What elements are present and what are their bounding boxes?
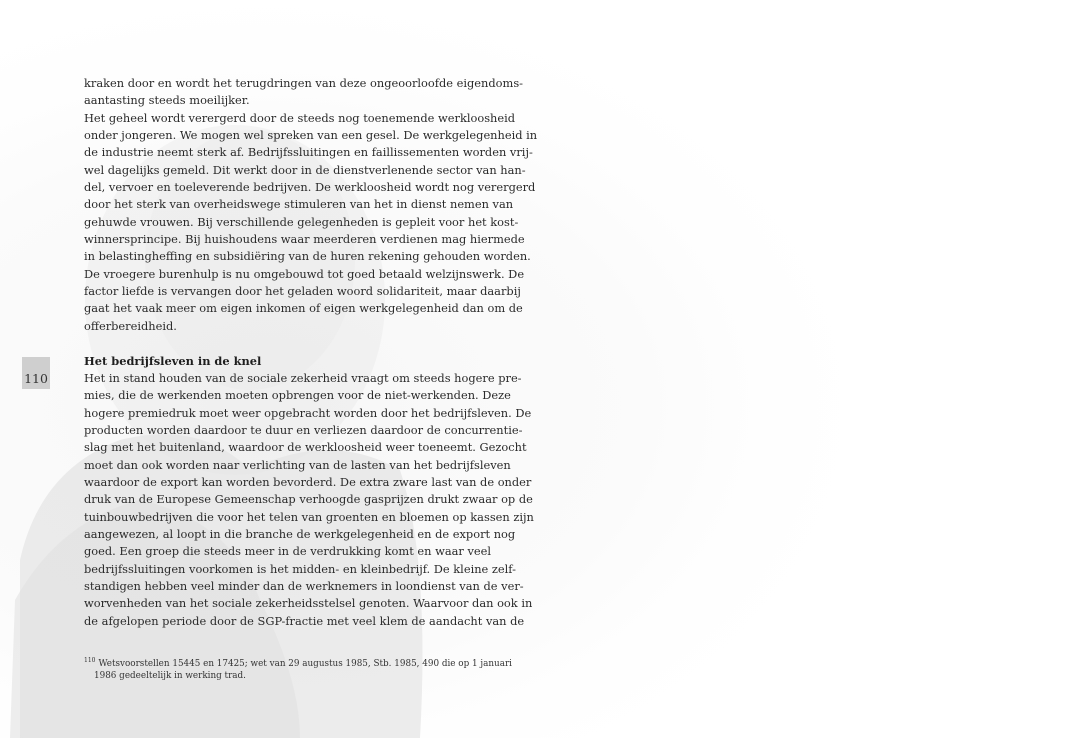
footnote-line-1 [84, 655, 512, 670]
paragraph-block-1 [84, 75, 538, 335]
section-gap [84, 335, 482, 352]
text-line: waardoor de export kan worden bevorderd. De extra zware last van de onder [84, 474, 532, 489]
text-line: aangewezen, al loopt in die branche de werkgelegenheid en de export nog [84, 526, 516, 541]
text-line: mies, die de werkenden moeten opbrengen voor de niet-werkenden. Deze [84, 388, 511, 403]
footnote [84, 655, 512, 682]
text-line: standigen hebben veel minder dan de werknemers in loondienst van de ver- [84, 578, 524, 593]
text-line: bedrijfssluitingen voorkomen is het midden- en kleinbedrijf. De kleine zelf- [84, 561, 516, 576]
text-line: del, vervoer en toeleverende bedrijven. De werkloosheid wordt nog verergerd [84, 180, 536, 195]
text-line: de industrie neemt sterk af. Bedrijfssluitingen en faillissementen worden vrij- [84, 145, 533, 160]
text-line: De vroegere burenhulp is nu omgebouwd tot goed betaald welzijnswerk. De [84, 266, 525, 281]
text-line: onder jongeren. We mogen wel spreken van een gesel. De werkgelegenheid in [84, 128, 538, 143]
text-line: slag met het buitenland, waardoor de werkloosheid weer toeneemt. Gezocht [84, 440, 527, 455]
text-line: in belastingheffing en subsidiëring van de huren rekening gehouden worden. [84, 249, 531, 264]
text-line: factor liefde is vervangen door het geladen woord solidariteit, maar daarbij [84, 284, 521, 299]
text-line: goed. Een groep die steeds meer in de verdrukking komt en waar veel [84, 544, 492, 559]
text-line: door het sterk van overheidswege stimuleren van het in dienst nemen van [84, 197, 514, 212]
section-heading: Het bedrijfsleven in de knel [84, 353, 262, 368]
text-line: hogere premiedruk moet weer opgebracht worden door het bedrijfsleven. De [84, 405, 532, 420]
text-line: Het in stand houden van de sociale zekerheid vraagt om steeds hogere pre- [84, 370, 522, 385]
paragraph-block-2 [84, 370, 534, 630]
text-line: gehuwde vrouwen. Bij verschillende gelegenheden is gepleit voor het kost- [84, 214, 519, 229]
text-line: gaat het vaak meer om eigen inkomen of eigen werkgelegenheid dan om de [84, 301, 523, 316]
text-line: producten worden daardoor te duur en verliezen daardoor de concurrentie- [84, 422, 523, 437]
text-line: worvenheden van het sociale zekerheidsstelsel genoten. Waarvoor dan ook in [84, 596, 533, 611]
text-line: kraken door en wordt het terugdringen van deze ongeoorloofde eigendoms- [84, 76, 524, 90]
footnote-text-1: Wetsvoorstellen 15445 en 17425; wet van 29 augustus 1985, Stb. 1985, 490 die op 1 januari [98, 659, 512, 669]
text-line: de afgelopen periode door de SGP-fractie met veel klem de aandacht van de [84, 613, 525, 628]
footnote-marker: 110 [84, 657, 96, 664]
text-line: wel dagelijks gemeld. Dit werkt door in de dienstverlenende sector van han- [84, 162, 526, 177]
text-line: aantasting steeds moeilijker. [84, 93, 250, 108]
text-line: winnersprincipe. Bij huishoudens waar meerderen verdienen mag hiermede [84, 232, 525, 247]
body-text-column [84, 75, 538, 630]
text-line: druk van de Europese Gemeenschap verhoogde gasprijzen drukt zwaar op de [84, 492, 533, 507]
text-line: Het geheel wordt verergerd door de steeds nog toenemende werkloosheid [84, 110, 516, 125]
text-line: moet dan ook worden naar verlichting van de lasten van het bedrijfsleven [84, 457, 511, 472]
page-number: 110 [24, 371, 48, 386]
text-line: offerbereidheid. [84, 318, 177, 333]
footnote-line-2: 1986 gedeeltelijk in werking trad. [94, 671, 246, 681]
text-line: tuinbouwbedrijven die voor het telen van groenten en bloemen op kassen zijn [84, 509, 534, 524]
